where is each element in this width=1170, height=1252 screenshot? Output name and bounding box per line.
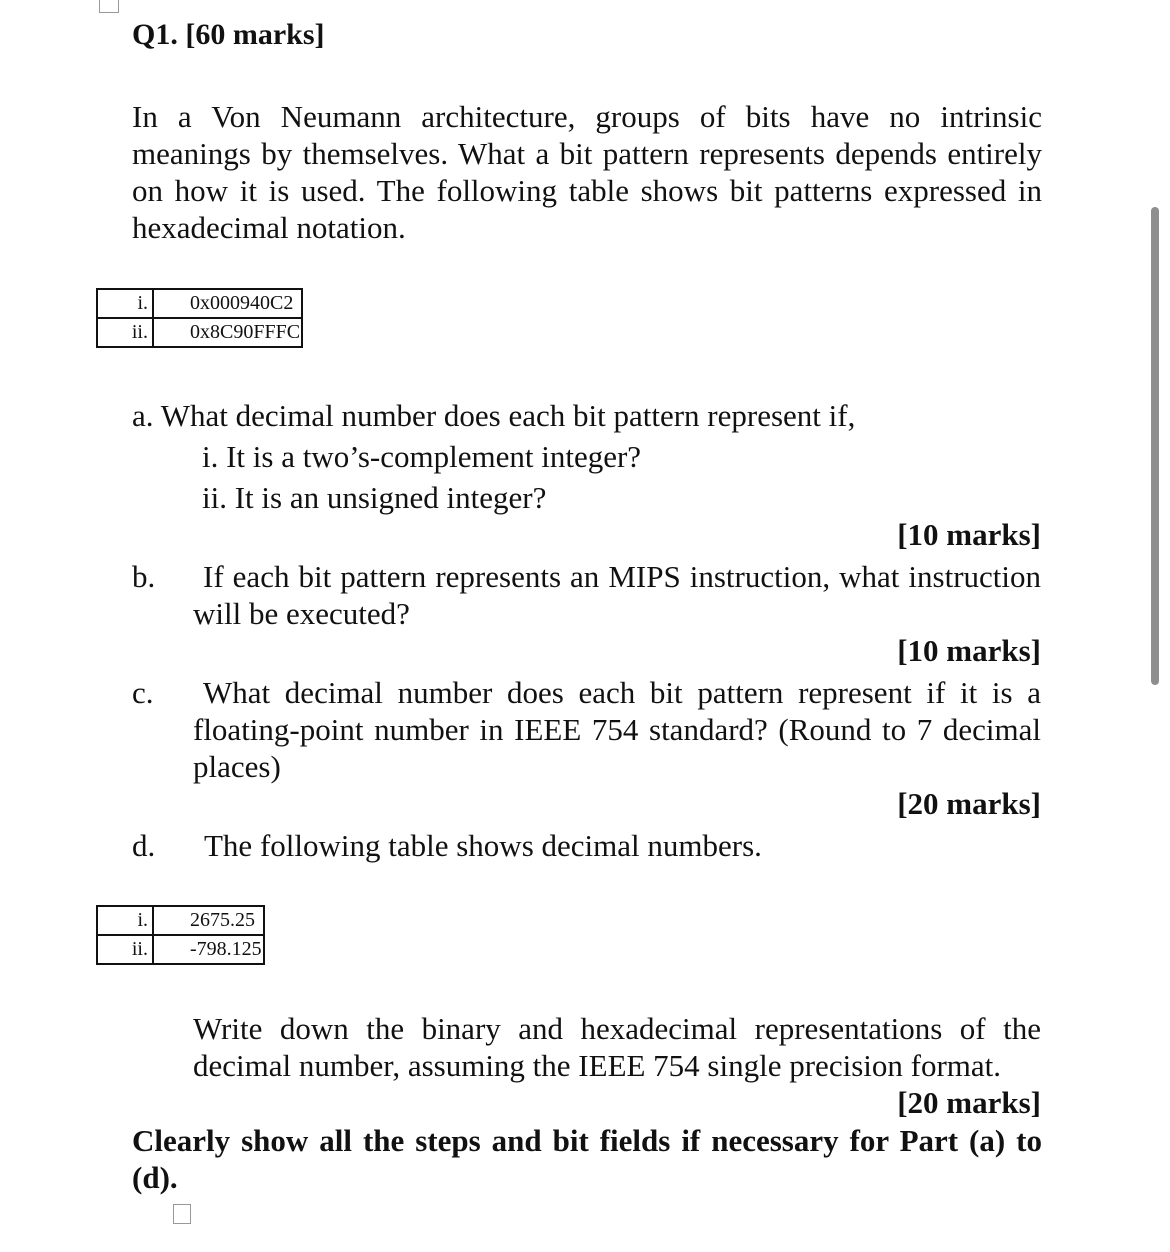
checkbox-fragment[interactable] (99, 0, 119, 13)
answer-checkbox[interactable] (173, 1204, 191, 1224)
part-d-marks: [20 marks] (897, 1085, 1041, 1120)
bit-pattern-value: 0x8C90FFFC (153, 318, 302, 347)
part-d-text: The following table shows decimal numbers. (204, 828, 762, 863)
part-d-instruction: Write down the binary and hexadecimal representations of the decimal number, assuming the IEEE 754 single precision format. (193, 1011, 1041, 1083)
part-c-text: What decimal number does each bit pattern represent if it is a floating-point number in IEEE 754 standard? (Round to 7 decimal places) (193, 675, 1041, 784)
table-row (97, 289, 302, 318)
decimal-value: 2675.25 (153, 906, 264, 935)
part-a-marks: [10 marks] (897, 517, 1041, 552)
bit-pattern-value: 0x000940C2 (153, 289, 302, 318)
table-row (97, 318, 302, 347)
footer-note: Clearly show all the steps and bit fields if necessary for Part (a) to (d). (132, 1123, 1042, 1195)
row-index: ii. (97, 935, 153, 964)
part-a-sub-ii: ii. It is an unsigned integer? (202, 480, 547, 515)
part-b-label: b. (132, 559, 156, 594)
decimal-value: -798.125 (153, 935, 264, 964)
row-index: i. (97, 906, 153, 935)
part-d-label: d. (132, 828, 156, 863)
question-title: Q1. [60 marks] (132, 18, 325, 51)
intro-paragraph: In a Von Neumann architecture, groups of bits have no intrinsic meanings by themselves. What a bit pattern represents depends entirely on how it is used. The following table shows bit patterns expressed in hexadecimal notation. (132, 99, 1042, 245)
vertical-scrollbar[interactable] (1151, 207, 1159, 685)
table-row (97, 906, 264, 935)
row-index: ii. (97, 318, 153, 347)
row-index: i. (97, 289, 153, 318)
bit-pattern-table (96, 288, 303, 348)
part-a-sub-i: i. It is a two’s-complement integer? (202, 439, 642, 474)
part-c-marks: [20 marks] (897, 786, 1041, 821)
decimal-number-table (96, 905, 265, 965)
part-b-text: If each bit pattern represents an MIPS instruction, what instruction will be executed? (193, 559, 1041, 631)
part-c-label: c. (132, 675, 154, 710)
part-a-stem: a. What decimal number does each bit pattern represent if, (132, 398, 856, 433)
part-b-marks: [10 marks] (897, 633, 1041, 668)
table-row (97, 935, 264, 964)
